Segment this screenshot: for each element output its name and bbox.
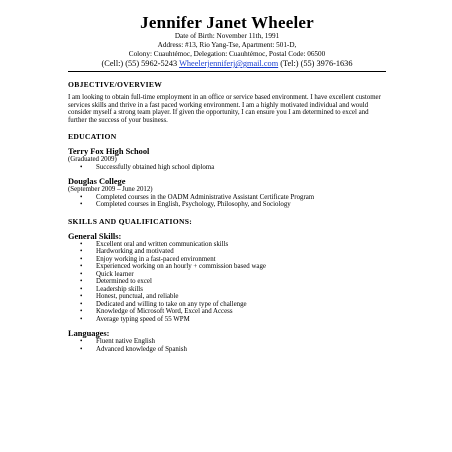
list-item: • Knowledge of Microsoft Word, Excel and Access (80, 308, 233, 315)
objective-text: I am looking to obtain full-time employment in an office or service based environment. I have excellent customer services skills and thrive in a fast paced working environment. I am a highly motivated individual and would consider myself a strong team player. If given the opportunity, I can ensure you I am determined to excel and further the success of your business. (68, 94, 381, 124)
education-heading: EDUCATION (68, 132, 117, 141)
colony-line: Colony: Cuauhtémoc, Delegation: Cuauhtémoc, Postal Code: 06500 (128, 50, 326, 58)
school-items (68, 194, 386, 209)
tel-phone: (Tel:) (55) 3976-1636 (280, 59, 353, 68)
list-item: • Leadership skills (80, 285, 143, 293)
school-name: Douglas College (68, 177, 126, 186)
list-item: • Enjoy working in a fast-paced environment (80, 255, 216, 263)
list-item: • Experienced working on an hourly + commission based wage (80, 263, 266, 270)
list-item: • Completed courses in English, Psychology, Philosophy, and Sociology (80, 201, 291, 208)
list-item: • Quick learner (80, 270, 134, 278)
list-item: • Average typing speed of 55 WPM (80, 315, 190, 323)
address-line: Address: #13, Rio Yang-Tse, Apartment: 501-D, (157, 41, 297, 49)
resume-name: Jennifer Janet Wheeler (140, 13, 314, 32)
list-item: • Determined to excel (80, 278, 152, 285)
list-item: • Excellent oral and written communication skills (80, 240, 229, 248)
list-item: • Dedicated and willing to take on any type of challenge (80, 300, 247, 308)
languages-list (68, 338, 386, 353)
header-divider (68, 71, 386, 72)
languages-heading: Languages: (68, 329, 110, 338)
school-dates: (September 2009 – June 2012) (68, 186, 153, 193)
objective-heading: OBJECTIVE/OVERVIEW (68, 80, 163, 89)
school-items (68, 164, 386, 172)
date-of-birth: Date of Birth: November 11th, 1991 (174, 32, 280, 40)
skills-heading: SKILLS AND QUALIFICATIONS: (68, 216, 193, 226)
school-dates: (Graduated 2009) (68, 156, 117, 163)
list-item: • Honest, punctual, and reliable (80, 293, 179, 300)
phone-email-line (68, 59, 386, 68)
list-item: • Advanced knowledge of Spanish (80, 345, 187, 353)
general-skills-list (68, 241, 386, 324)
list-item: • Fluent native English (80, 338, 155, 345)
list-item: • Completed courses in the OADM Administrative Assistant Certificate Program (80, 193, 315, 201)
email-link[interactable]: Wheelerjenniferj@gmail.com (179, 59, 279, 68)
cell-phone: (Cell:) (55) 5962-5243 (101, 59, 178, 68)
list-item: • Hardworking and motivated (80, 248, 174, 255)
school-name: Terry Fox High School (68, 147, 150, 156)
list-item: • Successfully obtained high school diploma (80, 163, 215, 171)
resume-page (68, 14, 386, 353)
general-skills-heading: General Skills: (68, 231, 122, 241)
